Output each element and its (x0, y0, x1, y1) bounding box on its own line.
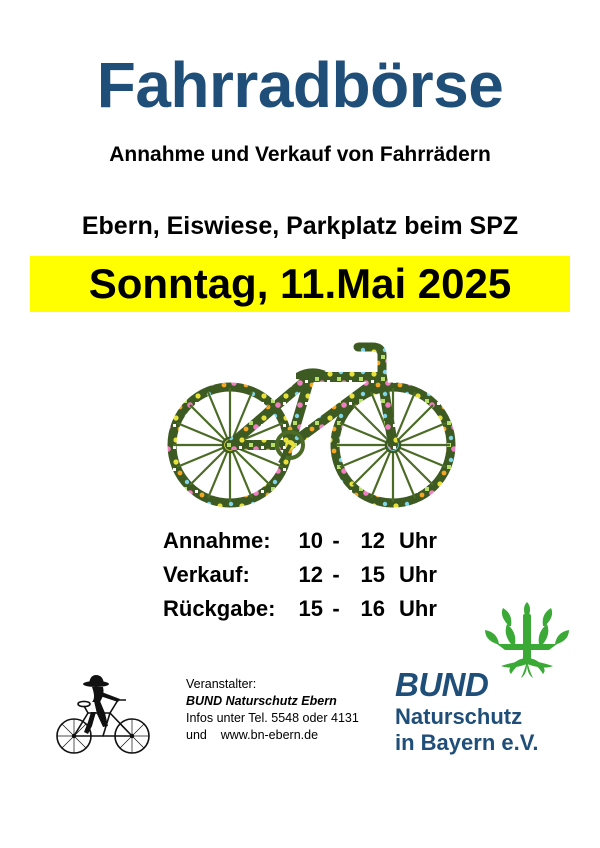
page-subtitle: Annahme und Verkauf von Fahrrädern (109, 143, 491, 166)
bund-subline-2: in Bayern e.V. (395, 730, 539, 755)
schedule-label: Verkauf: (163, 562, 250, 587)
schedule-start-time: 12 (298, 562, 323, 587)
event-date: Sonntag, 11.Mai 2025 (88, 260, 512, 307)
vintage-cyclist-icon (48, 668, 158, 758)
bund-wordmark: BUND (395, 666, 489, 703)
schedule-unit: Uhr (399, 596, 437, 621)
schedule-row-verkauf (163, 562, 437, 596)
page-title: Fahrradbörse (96, 49, 504, 121)
schedule-end-time: 12 (360, 528, 385, 553)
schedule-dash: - (332, 528, 340, 553)
bicycle-illustration (150, 325, 470, 515)
schedule-dash: - (332, 596, 340, 621)
schedule-label: Annahme: (163, 528, 271, 553)
organiser-website[interactable]: und www.bn-ebern.de (186, 728, 319, 742)
organiser-phone: Infos unter Tel. 5548 oder 4131 (186, 711, 359, 725)
schedule-row-annahme (163, 528, 437, 562)
schedule-unit: Uhr (399, 562, 437, 587)
schedule-label: Rückgabe: (163, 596, 276, 621)
schedule-end-time: 16 (360, 596, 385, 621)
schedule-dash: - (332, 562, 340, 587)
bund-subline-1: Naturschutz (395, 704, 523, 729)
event-location: Ebern, Eiswiese, Parkplatz beim SPZ (81, 212, 519, 240)
schedule-end-time: 15 (360, 562, 385, 587)
bund-logo (395, 600, 580, 770)
organiser-name: BUND Naturschutz Ebern (186, 694, 337, 708)
organiser-heading: Veranstalter: (186, 677, 257, 691)
schedule-start-time: 15 (298, 596, 323, 621)
schedule-start-time: 10 (298, 528, 323, 553)
schedule-unit: Uhr (399, 528, 437, 553)
organiser-info (186, 676, 359, 744)
